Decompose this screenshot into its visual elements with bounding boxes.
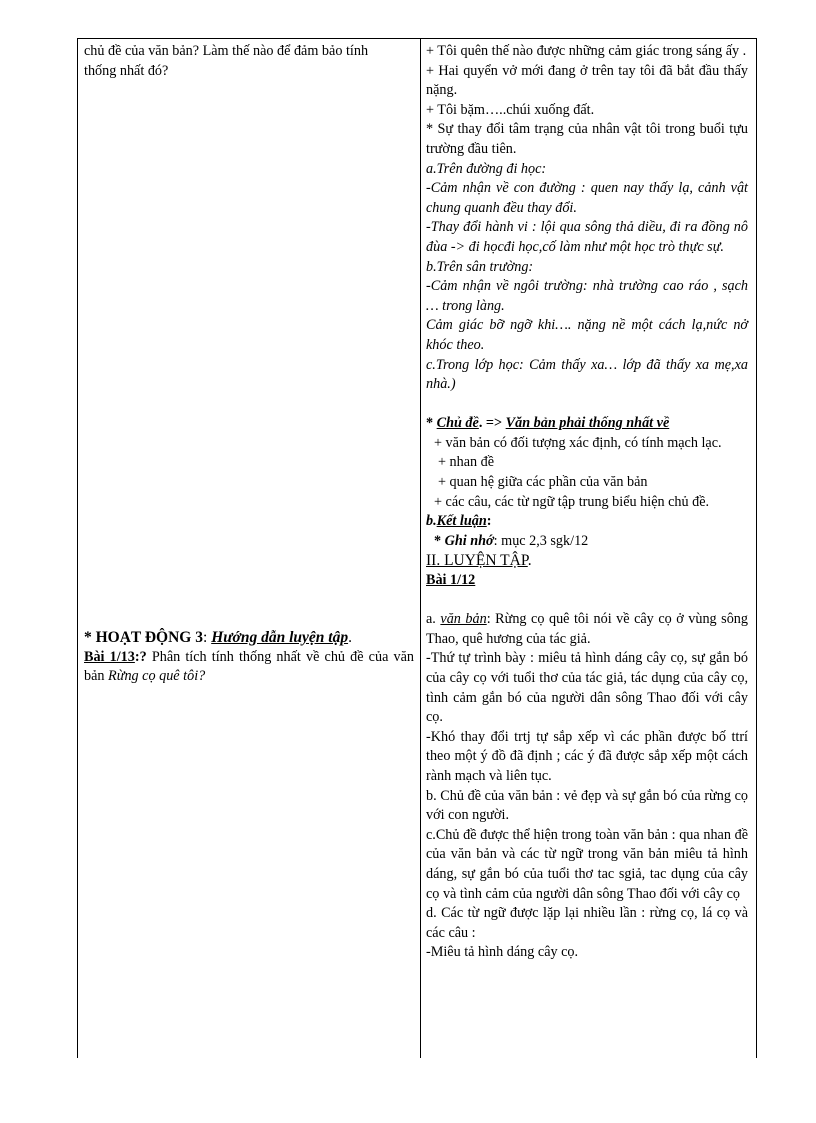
a-prefix: a. — [426, 611, 441, 628]
activity3-dot: . — [348, 629, 352, 646]
theme-arrow: . => — [478, 415, 506, 432]
section2-dot: . — [527, 552, 532, 570]
bai-heading: Bài 1/12 — [426, 572, 476, 589]
d-item-1: -Miêu tả hình dáng cây cọ. — [426, 944, 579, 961]
left-intro-line2: thống nhất đó? — [84, 62, 169, 79]
theme-label: Chủ đề — [436, 415, 479, 432]
table-border-middle — [420, 38, 421, 1058]
conclusion-line — [426, 512, 748, 532]
table-border-top — [77, 38, 757, 39]
spacer-2 — [426, 591, 748, 611]
right-line-5: a.Trên đường đi học: — [426, 160, 547, 177]
activity3-colon: : — [203, 629, 212, 646]
exercise-line — [84, 648, 414, 687]
left-activity3-block — [84, 628, 414, 687]
a-label: văn bản — [440, 611, 487, 628]
right-line-1: + Tôi quên thế nào được những cảm giác trong sáng ấy . — [426, 43, 747, 59]
theme-line — [426, 414, 748, 434]
table-border-left — [77, 38, 78, 1058]
right-line-3: + Tôi bặm…..chúi xuống đất. — [426, 101, 595, 118]
theme-item-2: + nhan đề — [438, 454, 495, 471]
ghinho-star: * — [434, 532, 445, 549]
theme-star: * — [426, 415, 437, 432]
table-border-right — [756, 38, 757, 1058]
right-column — [426, 42, 748, 963]
activity3-prefix: * HOẠT ĐỘNG 3 — [84, 629, 203, 646]
exercise-text: Phân tích tính thống nhất về chủ đề của văn bản — [84, 648, 414, 685]
right-line-9: -Cảm nhận về ngôi trường: nhà trường cao ráo , sạch … trong làng. — [426, 278, 748, 314]
theme-item-3: + quan hệ giữa các phần của văn bản — [438, 474, 648, 491]
a-item-2: -Khó thay đổi trtj tự sắp xếp vì các phần được bố ttrí theo một ý đồ đã định ; các ý đã được sắp xếp một cách rành mạch và liên tục. — [426, 728, 748, 784]
exercise-label-suffix: :? — [134, 648, 147, 665]
activity3-heading — [84, 628, 414, 648]
right-line-11: c.Trong lớp học: Cảm thấy xa… lớp đã thấy xa mẹ,xa nhà.) — [426, 356, 748, 393]
spacer — [426, 395, 748, 415]
theme-item-4: + các câu, các từ ngữ tập trung biểu hiện chủ đề. — [434, 493, 710, 510]
a-line — [426, 610, 748, 649]
right-line-6: -Cảm nhận về con đường : quen nay thấy lạ, cảnh vật chung quanh đều thay đổi. — [426, 180, 748, 216]
ghinho-line — [426, 532, 748, 552]
section2-title: II. LUYỆN TẬP — [426, 552, 528, 570]
c-line: c.Chủ đề được thể hiện trong toàn văn bản : qua nhan đề của văn bản và các từ ngữ trong văn bản miêu tả hình dáng, sự gắn bó của tuổi thơ tac sgiả, tac dụng của cây cọ và tình cảm của người dân sông Thao đối với cây cọ — [426, 826, 748, 902]
exercise-work-title: Rừng cọ quê tôi? — [108, 668, 206, 685]
conclusion-label: Kết luận — [436, 513, 487, 530]
right-line-7: -Thay đổi hành vi : lội qua sông thả diều, đi ra đồng nô đùa -> đi họcđi học,cố làm như một học trò thực sự. — [426, 219, 748, 255]
a-text: : Rừng cọ quê tôi nói về cây cọ ở vùng sông Thao, quê hương của tác giả. — [426, 611, 748, 647]
right-line-2: + Hai quyển vở mới đang ở trên tay tôi đã bắt đầu thấy nặng. — [426, 62, 748, 99]
exercise-label: Bài 1/13 — [84, 648, 135, 665]
d-line: d. Các từ ngữ được lặp lại nhiều lần : rừng cọ, lá cọ và các câu : — [426, 905, 748, 941]
section2-heading — [426, 551, 748, 571]
ghinho-text: : mục 2,3 sgk/12 — [493, 532, 589, 549]
conclusion-colon: : — [486, 513, 492, 530]
left-column — [84, 42, 414, 81]
ghinho-label: Ghi nhớ — [444, 532, 494, 549]
right-line-8: b.Trên sân trường: — [426, 258, 534, 275]
left-intro-line1: chủ đề của văn bản? Làm thế nào để đảm bảo tính — [84, 43, 369, 59]
b-line: b. Chủ đề của văn bản : vẻ đẹp và sự gắn bó của rừng cọ với con người. — [426, 787, 748, 824]
right-line-4: * Sự thay đổi tâm trạng của nhân vật tôi trong buổi tựu trường đầu tiên. — [426, 121, 748, 157]
a-item-1: -Thứ tự trình bày : miêu tả hình dáng cây cọ, sự gắn bó của cây cọ với tuổi thơ của tác giả, tác dụng của cây cọ, tình cảm gắn bó của người dân sông Thao đối với cây cọ. — [426, 650, 748, 726]
theme-text: Văn bản phải thống nhất về — [505, 415, 670, 432]
right-line-10: Cảm giác bỡ ngỡ khi…. nặng nề một cách lạ,nức nở khóc theo. — [426, 317, 748, 353]
activity3-title: Hướng dẫn luyện tập — [211, 629, 349, 646]
conclusion-prefix: b. — [426, 513, 437, 530]
theme-item-1: + văn bản có đối tượng xác định, có tính mạch lạc. — [434, 434, 722, 451]
